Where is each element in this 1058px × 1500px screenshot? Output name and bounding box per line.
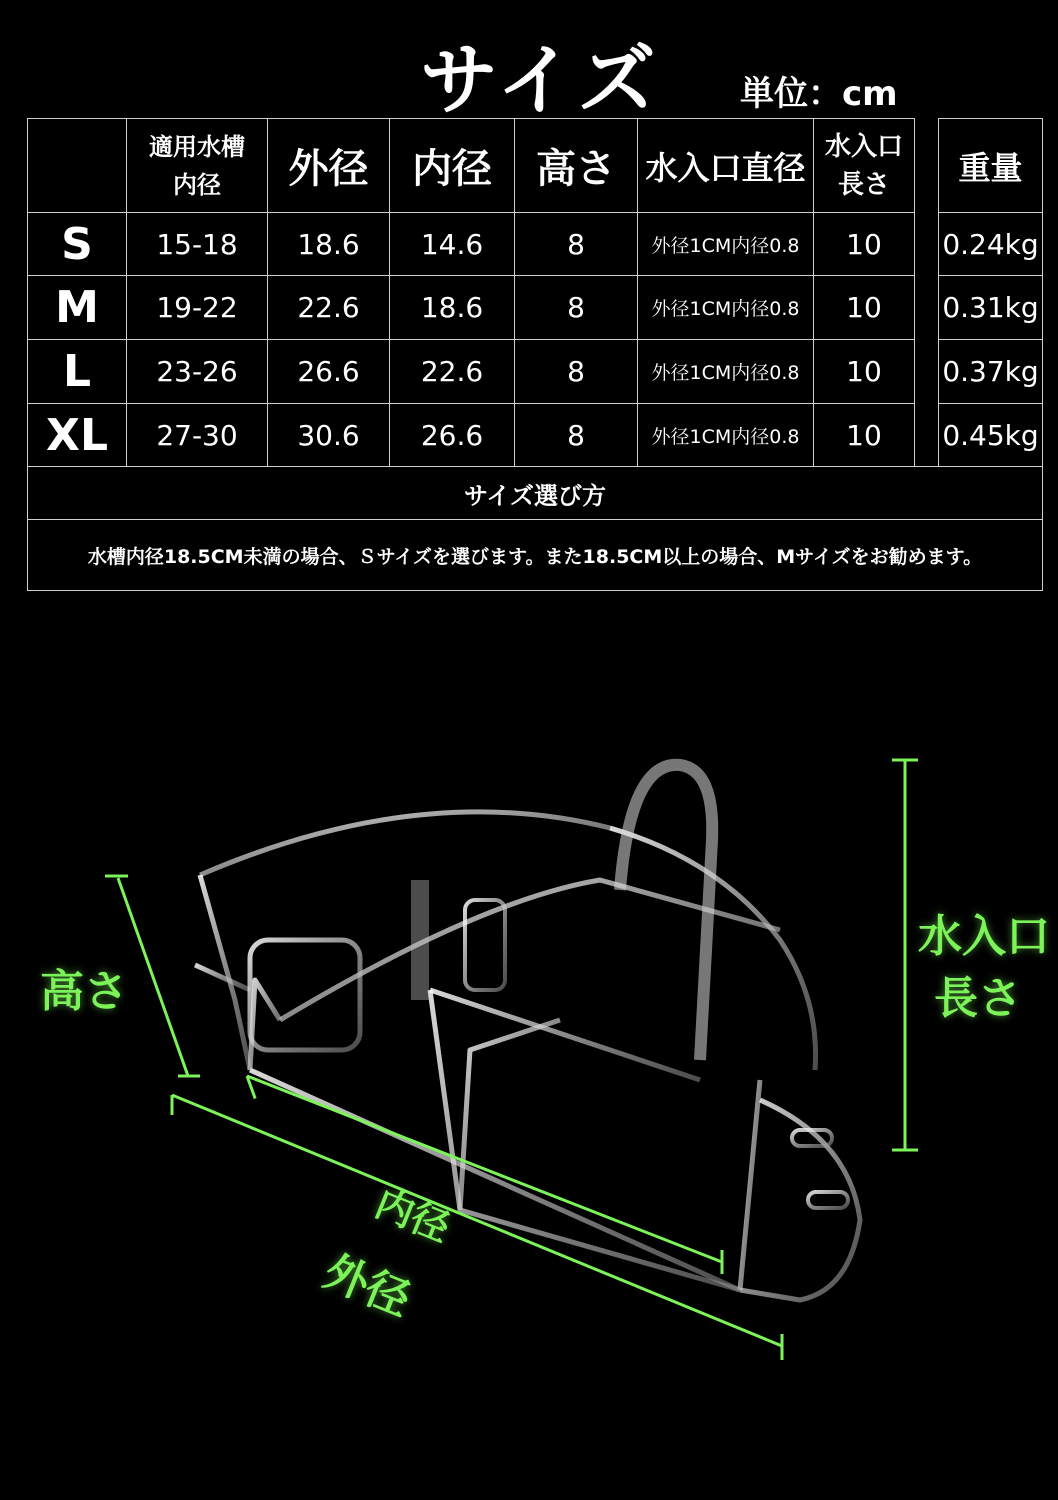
col-header-weight: 重量 [939, 119, 1043, 213]
height-cell: 8 [515, 340, 638, 404]
table-row [28, 340, 1043, 404]
col-header-tank [127, 119, 268, 213]
inlet-diameter-cell: 外径1CM内径0.8 [638, 213, 814, 276]
col-header-inner: 内径 [390, 119, 515, 213]
inlet-length-label-line2: 長さ [934, 973, 1022, 1024]
table-gap [915, 340, 939, 404]
height-cell: 8 [515, 404, 638, 467]
size-cell: L [28, 340, 127, 404]
height-label: 高さ [40, 966, 128, 1017]
height-cell: 8 [515, 213, 638, 276]
outer-cell: 26.6 [268, 340, 390, 404]
size-cell: XL [28, 404, 127, 467]
unit-label: 単位：cm [740, 74, 898, 114]
inlet-diameter-cell: 外径1CM内径0.8 [638, 404, 814, 467]
table-row [28, 213, 1043, 276]
inlet-length-cell: 10 [814, 340, 915, 404]
product-diagram [0, 600, 1058, 1500]
tank-cell: 23-26 [127, 340, 268, 404]
weight-cell: 0.24kg [939, 213, 1043, 276]
col-header-inlet-diameter: 水入口直径 [638, 119, 814, 213]
table-row [28, 276, 1043, 340]
corner-cell [28, 119, 127, 213]
overflow-box-illustration [195, 765, 860, 1500]
col-header-tank-line1: 適用水槽 [149, 132, 245, 161]
col-header-inlet-length-line2: 長さ [837, 169, 890, 200]
howto-note-row [28, 520, 1043, 591]
col-header-outer: 外径 [268, 119, 390, 213]
table-header-row [28, 119, 1043, 213]
tank-cell: 19-22 [127, 276, 268, 340]
outer-cell: 18.6 [268, 213, 390, 276]
table-row [28, 404, 1043, 467]
howto-note: 水槽内径18.5CM未満の場合、Ｓサイズを選びます。また18.5CM以上の場合、Mサイズをお勧めます。 [28, 520, 1043, 591]
inlet-length-label-line1: 水入口 [918, 911, 1050, 962]
inlet-length-cell: 10 [814, 404, 915, 467]
table-gap [915, 213, 939, 276]
inlet-diameter-cell: 外径1CM内径0.8 [638, 276, 814, 340]
table-gap [915, 404, 939, 467]
inner-cell: 14.6 [390, 213, 515, 276]
outer-cell: 22.6 [268, 276, 390, 340]
outer-cell: 30.6 [268, 404, 390, 467]
col-header-tank-line2: 内径 [173, 170, 221, 199]
inlet-diameter-cell: 外径1CM内径0.8 [638, 340, 814, 404]
size-cell: M [28, 276, 127, 340]
col-header-inlet-length-line1: 水入口 [824, 131, 903, 162]
col-header-inlet-length [814, 119, 915, 213]
weight-cell: 0.45kg [939, 404, 1043, 467]
tank-cell: 27-30 [127, 404, 268, 467]
outer-diameter-label: 外径 [316, 1246, 418, 1327]
inner-cell: 22.6 [390, 340, 515, 404]
howto-title: サイズ選び方 [28, 467, 1043, 520]
col-header-height: 高さ [515, 119, 638, 213]
height-cell: 8 [515, 276, 638, 340]
table-gap [915, 276, 939, 340]
dimension-lines [105, 760, 918, 1360]
tank-cell: 15-18 [127, 213, 268, 276]
size-cell: S [28, 213, 127, 276]
weight-cell: 0.31kg [939, 276, 1043, 340]
table-gap [915, 119, 939, 213]
inlet-length-cell: 10 [814, 276, 915, 340]
weight-cell: 0.37kg [939, 340, 1043, 404]
inner-cell: 18.6 [390, 276, 515, 340]
howto-title-row [28, 467, 1043, 520]
inner-cell: 26.6 [390, 404, 515, 467]
page-title: サイズ [420, 36, 660, 126]
inner-diameter-label: 内径 [369, 1181, 457, 1251]
size-table [27, 118, 1043, 591]
inlet-length-cell: 10 [814, 213, 915, 276]
